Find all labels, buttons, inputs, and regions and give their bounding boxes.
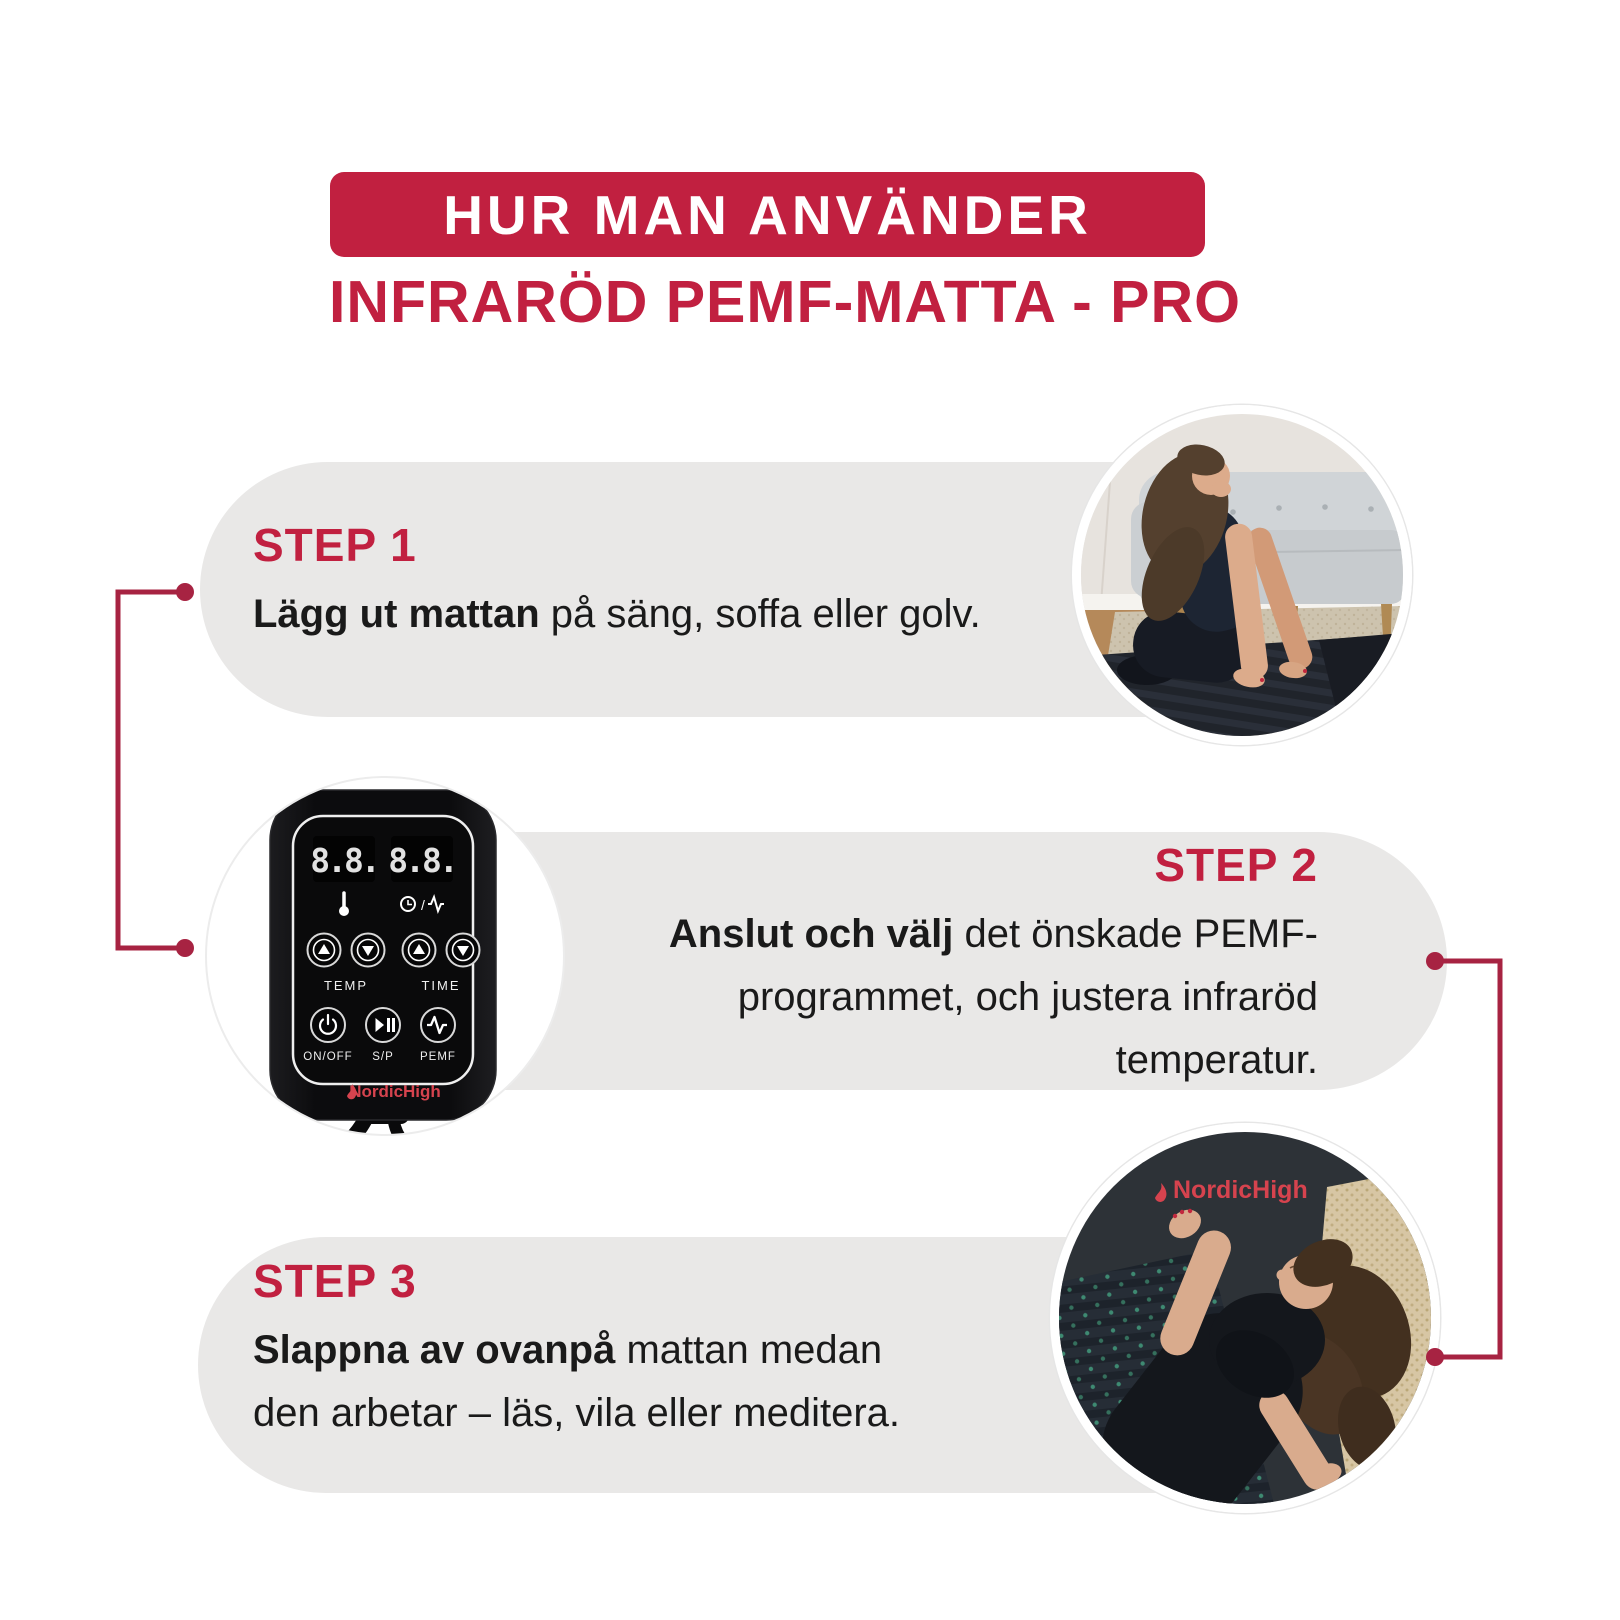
step3-title: STEP 3 bbox=[253, 1255, 417, 1307]
mat-border-band bbox=[1319, 633, 1403, 736]
controller-brand-text: NordicHigh bbox=[349, 1082, 441, 1101]
time-display-value: 8.8. bbox=[388, 841, 456, 880]
step1-body-rest: på säng, soffa eller golv. bbox=[539, 591, 981, 636]
step1-photo bbox=[1072, 405, 1412, 745]
step3-body-bold: Slappna av ovanpå bbox=[253, 1327, 616, 1372]
step3-body-line1-rest: mattan medan bbox=[615, 1327, 883, 1372]
step3-photo-illustration bbox=[1059, 1132, 1431, 1504]
step2-body-bold: Anslut och välj bbox=[668, 911, 954, 956]
step3-logo-text: NordicHigh bbox=[1173, 1176, 1308, 1204]
connector-dot bbox=[176, 583, 194, 601]
mat-logo-text: NordicHigh bbox=[1374, 664, 1398, 736]
step2-text-block bbox=[669, 840, 1318, 1092]
svg-text:/: / bbox=[421, 897, 425, 913]
step3-body bbox=[253, 1319, 900, 1445]
page-title: INFRARÖD PEMF-MATTA - PRO bbox=[328, 269, 1242, 335]
step1-photo-illustration bbox=[1081, 414, 1403, 736]
step3-text-block bbox=[253, 1256, 900, 1445]
step3-body-line1 bbox=[253, 1319, 900, 1382]
power-button[interactable] bbox=[311, 1008, 345, 1042]
step1-text-block bbox=[253, 520, 981, 646]
controller-photo bbox=[205, 776, 565, 1136]
controller-illustration bbox=[207, 778, 563, 1134]
time-up-button[interactable] bbox=[403, 934, 436, 967]
step2-body-line1 bbox=[669, 903, 1318, 966]
onoff-label: ON/OFF bbox=[303, 1051, 353, 1063]
pemf-label: PEMF bbox=[420, 1051, 456, 1063]
step2-body-line2: programmet, och justera infraröd bbox=[737, 974, 1318, 1019]
connector-left bbox=[118, 583, 194, 957]
header-banner bbox=[330, 172, 1205, 257]
play-pause-button[interactable] bbox=[366, 1008, 400, 1042]
temp-label: TEMP bbox=[323, 978, 369, 993]
banner-title: HUR MAN ANVÄNDER bbox=[443, 183, 1092, 246]
step1-body bbox=[253, 583, 981, 646]
step1-title: STEP 1 bbox=[253, 519, 417, 571]
time-label: TIME bbox=[421, 978, 461, 993]
temp-down-button[interactable] bbox=[352, 934, 385, 967]
step2-title: STEP 2 bbox=[1154, 839, 1318, 891]
sp-label: S/P bbox=[372, 1051, 394, 1063]
step3-photo bbox=[1050, 1123, 1440, 1513]
connector-dot bbox=[176, 939, 194, 957]
time-down-button[interactable] bbox=[447, 934, 480, 967]
step2-body-line3: temperatur. bbox=[1115, 1037, 1318, 1082]
step3-body-line2: den arbetar – läs, vila eller meditera. bbox=[253, 1390, 900, 1435]
mat-logo bbox=[1155, 1176, 1308, 1204]
temp-up-button[interactable] bbox=[308, 934, 341, 967]
pemf-wave-button[interactable] bbox=[421, 1008, 455, 1042]
temp-display-value: 8.8. bbox=[310, 841, 378, 880]
step2-body-line1-rest: det önskade PEMF- bbox=[953, 911, 1318, 956]
step2-body bbox=[669, 903, 1318, 1092]
step1-body-bold: Lägg ut mattan bbox=[253, 591, 540, 636]
